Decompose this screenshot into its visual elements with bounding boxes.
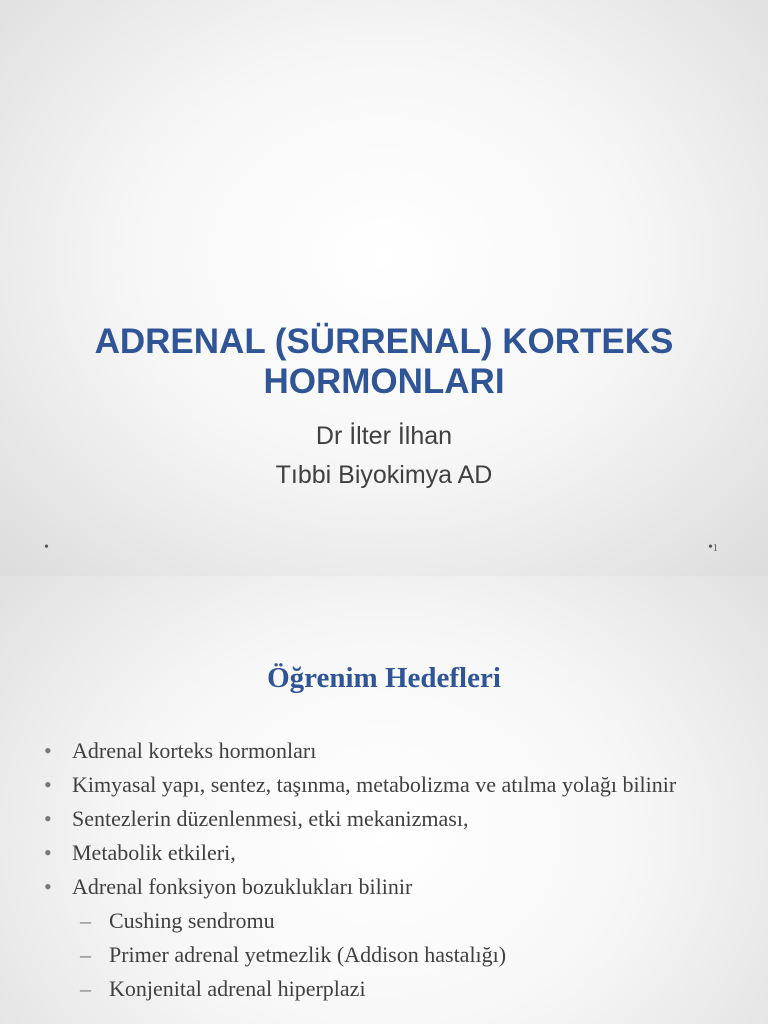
footer-bullet: • xyxy=(44,540,49,555)
footer-bullet-right: • xyxy=(708,540,713,555)
objectives-list xyxy=(0,738,768,1010)
list-item: • Kimyasal yapı, sentez, taşınma, metabolizma ve atılma yolağı bilinir xyxy=(44,772,677,797)
department-name: Tıbbi Biyokimya AD xyxy=(275,461,493,489)
sub-list-item: – Konjenital adrenal hiperplazi xyxy=(80,976,366,1001)
sub-list-item: – Primer adrenal yetmezlik (Addison hastalığı) xyxy=(80,942,507,967)
list-item: • Metabolik etkileri, xyxy=(44,840,236,865)
page-number: 1 xyxy=(712,543,718,554)
slide-title xyxy=(20,322,748,402)
title-line-2: HORMONLARI xyxy=(263,362,505,401)
title-line-1: ADRENAL (SÜRRENAL) KORTEKS xyxy=(94,322,674,361)
list-item: • Sentezlerin düzenlenmesi, etki mekanizması, xyxy=(44,806,469,831)
sub-list-item: – Cushing sendromu xyxy=(80,908,275,933)
list-item: • Adrenal fonksiyon bozuklukları bilinir xyxy=(44,874,413,899)
list-item: • Adrenal korteks hormonları xyxy=(44,738,317,763)
slide-2 xyxy=(0,576,768,1024)
slide-number xyxy=(708,540,718,556)
author-name: Dr İlter İlhan xyxy=(315,422,453,450)
slide-heading: Öğrenim Hedefleri xyxy=(267,662,501,694)
